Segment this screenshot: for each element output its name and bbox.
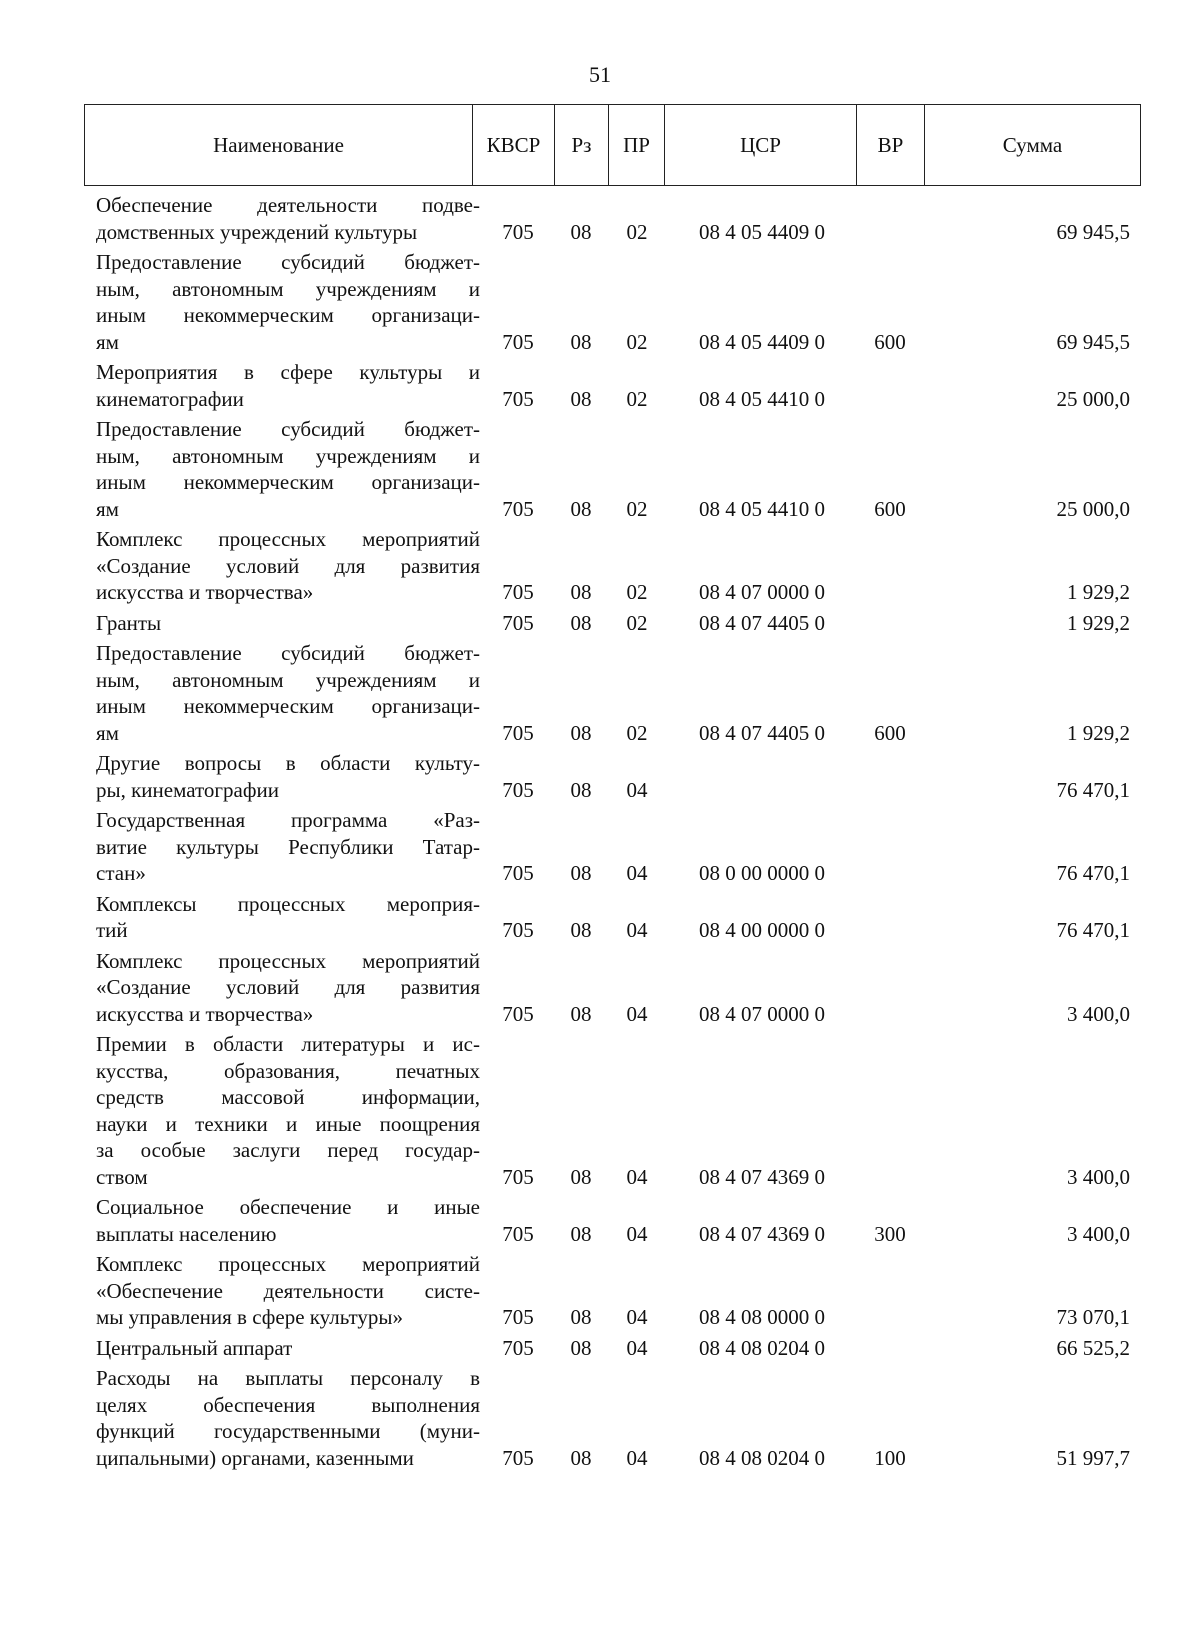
cell-rz: 08 xyxy=(570,386,592,411)
cell-sum: 73 070,1 xyxy=(1056,1305,1130,1329)
cell-pr: 04 xyxy=(626,1445,648,1470)
table-row xyxy=(0,610,1200,641)
row-name xyxy=(96,192,480,245)
row-name-line: ным, автономным учреждениям и xyxy=(96,276,480,301)
row-name-line: иным некоммерческим организаци- xyxy=(96,303,480,327)
cell-kvsr: 705 xyxy=(502,1001,534,1026)
cell-kvsr: 705 xyxy=(502,496,534,521)
table-row xyxy=(0,416,1200,526)
table-row xyxy=(0,1365,1200,1475)
row-name-line: Мероприятия в сфере культуры и xyxy=(96,360,480,384)
row-name-line: Предоставление субсидий бюджет- xyxy=(96,641,480,665)
cell-kvsr: 705 xyxy=(502,918,534,942)
cell-kvsr: 705 xyxy=(502,1221,534,1246)
cell-sum: 76 470,1 xyxy=(1056,777,1130,802)
row-name xyxy=(96,891,480,944)
cell-sum: 25 000,0 xyxy=(1056,496,1130,521)
table-row xyxy=(0,750,1200,807)
row-name-line: ным, автономным учреждениям и xyxy=(96,443,480,468)
cell-sum: 76 470,1 xyxy=(1056,918,1130,942)
row-name-line: кусства, образования, печатных xyxy=(96,1058,480,1083)
row-name-line: «Создание условий для развития xyxy=(96,553,480,578)
cell-pr: 04 xyxy=(626,918,648,942)
cell-pr: 04 xyxy=(626,1164,648,1189)
cell-kvsr: 705 xyxy=(502,777,534,802)
cell-csr: 08 4 08 0204 0 xyxy=(699,1445,825,1470)
cell-pr: 02 xyxy=(626,610,648,635)
page-number: 51 xyxy=(589,62,611,87)
table-row xyxy=(0,640,1200,750)
row-name-line: искусства и творчества» xyxy=(96,1001,314,1026)
cell-csr: 08 4 07 4405 0 xyxy=(699,720,825,745)
table-body xyxy=(0,192,1200,1475)
table-row xyxy=(0,359,1200,416)
cell-csr: 08 4 00 0000 0 xyxy=(699,918,825,942)
table-row xyxy=(0,807,1200,891)
row-name-line: целях обеспечения выполнения xyxy=(96,1392,480,1417)
cell-sum: 69 945,5 xyxy=(1056,219,1130,244)
cell-csr: 08 4 05 4409 0 xyxy=(699,329,825,354)
row-name-line: Комплекс процессных мероприятий xyxy=(96,948,480,973)
cell-kvsr: 705 xyxy=(502,1445,534,1470)
row-name xyxy=(96,526,480,606)
cell-rz: 08 xyxy=(570,1305,592,1329)
table-row xyxy=(0,1194,1200,1251)
cell-kvsr: 705 xyxy=(502,580,534,604)
row-name-line: Комплекс процессных мероприятий xyxy=(96,1252,480,1276)
row-name-line: Социальное обеспечение и иные xyxy=(96,1195,480,1219)
row-name xyxy=(96,1194,480,1247)
cell-vr: 600 xyxy=(874,720,906,745)
cell-rz: 08 xyxy=(570,1001,592,1026)
cell-sum: 3 400,0 xyxy=(1067,1001,1130,1026)
cell-csr: 08 4 07 4369 0 xyxy=(699,1164,825,1189)
cell-kvsr: 705 xyxy=(502,861,534,885)
row-name xyxy=(96,948,480,1028)
cell-rz: 08 xyxy=(570,1164,592,1189)
cell-pr: 04 xyxy=(626,861,648,885)
row-name xyxy=(96,807,480,887)
row-name-line: Гранты xyxy=(96,610,162,635)
row-name-line: ям xyxy=(96,496,119,521)
cell-csr: 08 4 07 0000 0 xyxy=(699,580,825,604)
table-row xyxy=(0,948,1200,1032)
cell-csr: 08 4 05 4410 0 xyxy=(699,496,825,521)
row-name-line: за особые заслуги перед государ- xyxy=(96,1138,480,1162)
row-name xyxy=(96,610,480,637)
cell-pr: 04 xyxy=(626,1305,648,1329)
cell-pr: 02 xyxy=(626,386,648,411)
column-header-kvsr: КВСР xyxy=(473,105,555,186)
cell-vr: 100 xyxy=(874,1445,906,1470)
row-name xyxy=(96,359,480,412)
cell-rz: 08 xyxy=(570,1221,592,1246)
row-name-line: искусства и творчества» xyxy=(96,580,314,604)
row-name-line: тий xyxy=(96,918,128,942)
cell-vr: 600 xyxy=(874,496,906,521)
cell-csr: 08 4 07 0000 0 xyxy=(699,1001,825,1026)
row-name-line: витие культуры Республики Татар- xyxy=(96,834,480,859)
row-name-line: Другие вопросы в области культу- xyxy=(96,751,480,775)
cell-sum: 25 000,0 xyxy=(1056,386,1130,411)
row-name-line: Обеспечение деятельности подве- xyxy=(96,193,480,217)
table-row xyxy=(0,526,1200,610)
column-header-vr: ВР xyxy=(857,105,925,186)
cell-kvsr: 705 xyxy=(502,219,534,244)
row-name xyxy=(96,750,480,803)
cell-kvsr: 705 xyxy=(502,610,534,635)
cell-csr: 08 4 05 4409 0 xyxy=(699,219,825,244)
table-header xyxy=(84,104,1141,186)
cell-pr: 02 xyxy=(626,720,648,745)
cell-csr: 08 4 08 0204 0 xyxy=(699,1335,825,1360)
table-row xyxy=(0,192,1200,249)
cell-vr: 600 xyxy=(874,329,906,354)
cell-rz: 08 xyxy=(570,720,592,745)
table-row xyxy=(0,891,1200,948)
cell-kvsr: 705 xyxy=(502,720,534,745)
cell-rz: 08 xyxy=(570,777,592,802)
cell-csr: 08 4 07 4369 0 xyxy=(699,1221,825,1246)
cell-sum: 3 400,0 xyxy=(1067,1164,1130,1189)
cell-sum: 51 997,7 xyxy=(1056,1445,1130,1470)
cell-rz: 08 xyxy=(570,1445,592,1470)
table-row xyxy=(0,1335,1200,1366)
cell-rz: 08 xyxy=(570,329,592,354)
row-name-line: кинематографии xyxy=(96,386,244,411)
cell-sum: 1 929,2 xyxy=(1067,720,1130,745)
cell-rz: 08 xyxy=(570,219,592,244)
row-name xyxy=(96,1251,480,1331)
row-name xyxy=(96,249,480,355)
cell-csr: 08 4 08 0000 0 xyxy=(699,1305,825,1329)
row-name-line: иным некоммерческим организаци- xyxy=(96,470,480,494)
row-name-line: «Обеспечение деятельности систе- xyxy=(96,1278,480,1303)
cell-pr: 02 xyxy=(626,496,648,521)
table-row xyxy=(0,1031,1200,1194)
row-name-line: иным некоммерческим организаци- xyxy=(96,694,480,718)
row-name-line: функций государственными (муни- xyxy=(96,1419,480,1443)
row-name-line: ям xyxy=(96,720,119,745)
row-name xyxy=(96,1335,480,1362)
cell-rz: 08 xyxy=(570,610,592,635)
table-row xyxy=(0,249,1200,359)
cell-pr: 02 xyxy=(626,580,648,604)
row-name-line: Предоставление субсидий бюджет- xyxy=(96,417,480,441)
row-name-line: выплаты населению xyxy=(96,1221,277,1246)
cell-pr: 02 xyxy=(626,329,648,354)
row-name-line: ры, кинематографии xyxy=(96,777,279,802)
row-name-line: Государственная программа «Раз- xyxy=(96,808,480,832)
column-header-name: Наименование xyxy=(85,105,473,186)
cell-rz: 08 xyxy=(570,918,592,942)
row-name-line: «Создание условий для развития xyxy=(96,975,480,999)
cell-csr: 08 4 07 4405 0 xyxy=(699,610,825,635)
column-header-sum: Сумма xyxy=(925,105,1141,186)
row-name-line: науки и техники и иные поощрения xyxy=(96,1111,480,1136)
cell-vr: 300 xyxy=(874,1221,906,1246)
cell-pr: 04 xyxy=(626,1001,648,1026)
cell-rz: 08 xyxy=(570,1335,592,1360)
row-name-line: Премии в области литературы и ис- xyxy=(96,1032,480,1056)
cell-sum: 66 525,2 xyxy=(1056,1335,1130,1360)
row-name xyxy=(96,640,480,746)
row-name-line: Комплекс процессных мероприятий xyxy=(96,527,480,551)
cell-csr: 08 4 05 4410 0 xyxy=(699,386,825,411)
cell-sum: 76 470,1 xyxy=(1056,861,1130,885)
cell-sum: 1 929,2 xyxy=(1067,610,1130,635)
cell-sum: 3 400,0 xyxy=(1067,1221,1130,1246)
cell-kvsr: 705 xyxy=(502,329,534,354)
cell-pr: 04 xyxy=(626,1221,648,1246)
row-name-line: средств массовой информации, xyxy=(96,1085,480,1109)
cell-csr: 08 0 00 0000 0 xyxy=(699,861,825,885)
row-name-line: Комплексы процессных мероприя- xyxy=(96,891,480,916)
row-name-line: домственных учреждений культуры xyxy=(96,219,418,244)
row-name-line: Центральный аппарат xyxy=(96,1335,293,1360)
table-row xyxy=(0,1251,1200,1335)
row-name-line: ципальными) органами, казенными xyxy=(96,1445,414,1470)
cell-kvsr: 705 xyxy=(502,1335,534,1360)
cell-sum: 69 945,5 xyxy=(1056,329,1130,354)
row-name-line: ством xyxy=(96,1164,148,1189)
cell-pr: 02 xyxy=(626,219,648,244)
cell-kvsr: 705 xyxy=(502,1305,534,1329)
row-name xyxy=(96,416,480,522)
row-name-line: ным, автономным учреждениям и xyxy=(96,667,480,692)
column-header-rz: Рз xyxy=(555,105,609,186)
cell-pr: 04 xyxy=(626,777,648,802)
cell-rz: 08 xyxy=(570,580,592,604)
column-header-csr: ЦСР xyxy=(665,105,857,186)
cell-kvsr: 705 xyxy=(502,1164,534,1189)
cell-rz: 08 xyxy=(570,861,592,885)
cell-rz: 08 xyxy=(570,496,592,521)
row-name-line: Предоставление субсидий бюджет- xyxy=(96,250,480,274)
row-name xyxy=(96,1365,480,1471)
row-name xyxy=(96,1031,480,1190)
column-header-pr: ПР xyxy=(609,105,665,186)
cell-sum: 1 929,2 xyxy=(1067,580,1130,604)
cell-pr: 04 xyxy=(626,1335,648,1360)
row-name-line: ям xyxy=(96,329,119,354)
row-name-line: стан» xyxy=(96,861,146,885)
cell-kvsr: 705 xyxy=(502,386,534,411)
row-name-line: мы управления в сфере культуры» xyxy=(96,1305,404,1329)
row-name-line: Расходы на выплаты персоналу в xyxy=(96,1366,480,1390)
